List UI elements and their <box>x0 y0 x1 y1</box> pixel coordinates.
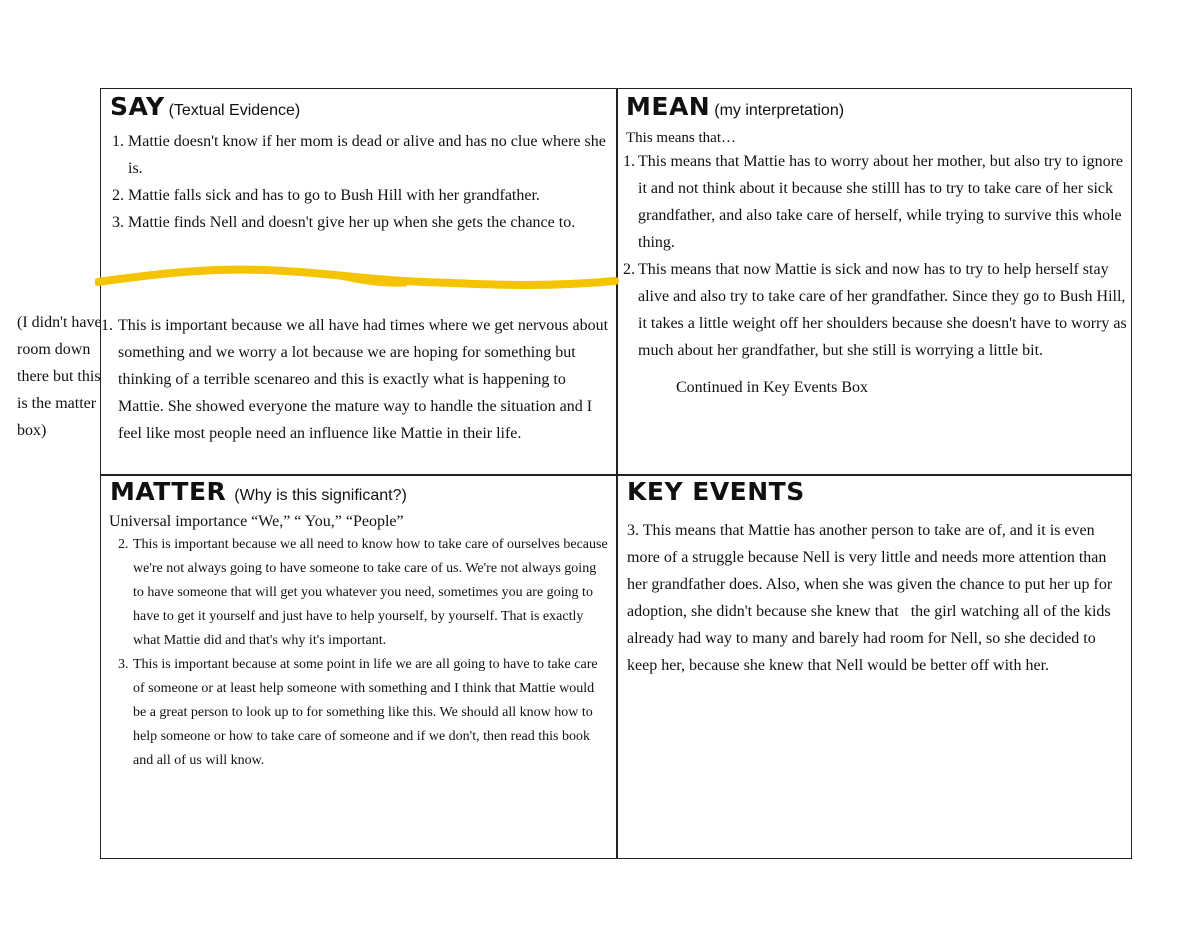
matter-list <box>107 533 610 773</box>
mean-heading: MEAN <box>626 92 711 121</box>
matter-subheading: (Why is this significant?) <box>234 487 407 504</box>
mean-intro: This means that… <box>626 130 736 146</box>
mean-interpretation-list <box>623 148 1133 364</box>
say-heading: SAY <box>110 92 165 121</box>
say-subheading: (Textual Evidence) <box>168 102 301 119</box>
say-lower-item: 1. This is important because we all have had times where we get nervous about something and we worry a lot because we are hoping for something but thinking of a terrible scenareo and this is exactly what is happening to Mattie. She showed everyone the mature way to handle the situation and I feel like most people need an influence like Mattie in their life. <box>101 317 609 442</box>
side-note: (I didn't have room down there but this is the matter box) <box>17 314 102 439</box>
mean-item: 1. This means that Mattie has to worry about her mother, but also try to ignore it and not think about it because she stilll has to try to take care of her sick grandfather, and also take care of herself, while trying to survive this whole thing. <box>623 153 1124 251</box>
matter-box <box>101 477 616 859</box>
matter-item: 2. This is important because we all need to know how to take care of ourselves because we're not always going to have someone to take care of us. We're not always going to have someone that will get you whatever you need, sometimes you are going to have to get it yourself and just have to help yourself, by yourself. That is exactly what Mattie did and that's why it's important. <box>118 537 608 648</box>
key-events-box <box>618 477 1133 859</box>
say-item: 3. Mattie finds Nell and doesn't give her up when she gets the chance to. <box>112 214 576 231</box>
matter-item: 3. This is important because at some point in life we are all going to have to take care of someone or at least help someone with something and I think that Mattie would be a great person to look up to for something like this. We should all know how to help someone or how to take care of someone and if we don't, then read this book and all of us will know. <box>118 657 598 768</box>
say-lower-list <box>101 312 609 447</box>
continued-note: Continued in Key Events Box <box>676 379 868 396</box>
mean-subheading: (my interpretation) <box>714 102 845 119</box>
key-events-text: 3. This means that Mattie has another person to take are of, and it is even more of a struggle because Nell is very little and needs more attention than her grandfather does. Also, when she was given the chance to put her up for adoption, she didn't because she knew that the girl watching all of the kids already had way to many and barely had room for Nell, so she decided to keep her, because she knew that Nell would be better off with her. <box>627 522 1117 674</box>
key-events-heading: KEY EVENTS <box>627 477 805 506</box>
horizontal-divider <box>101 474 1131 476</box>
say-mean-matter-grid <box>100 88 1132 859</box>
mean-item: 2. This means that now Mattie is sick and now has to try to help herself stay alive and also try to take care of her grandfather. Since they go to Bush Hill, it takes a little weight off her shoulders because she doesn't have to worry as much about her grandfather, but she still is worrying a little bit. <box>623 261 1127 359</box>
matter-heading: MATTER <box>110 477 227 506</box>
mean-box <box>618 92 1133 474</box>
say-evidence-list <box>107 128 610 236</box>
say-item: 1. Mattie doesn't know if her mom is dead or alive and has no clue where she is. <box>112 133 606 177</box>
highlighter-mark <box>95 262 625 298</box>
say-item: 2. Mattie falls sick and has to go to Bush Hill with her grandfather. <box>112 187 540 204</box>
matter-intro: Universal importance “We,” “ You,” “People” <box>109 513 404 530</box>
